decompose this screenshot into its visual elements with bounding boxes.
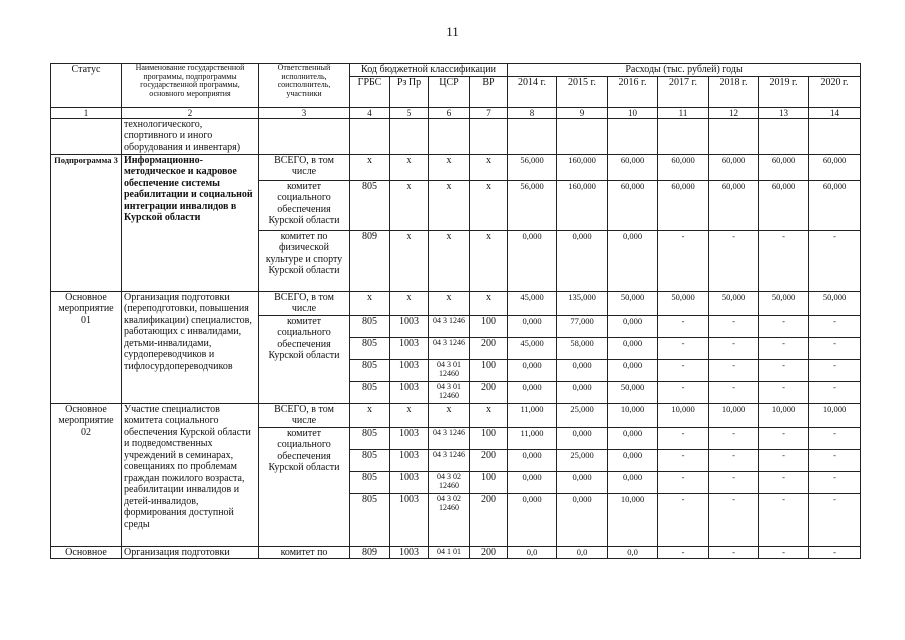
column-number: 7 bbox=[470, 107, 508, 118]
value-cell: 0,000 bbox=[608, 337, 658, 359]
value-cell: - bbox=[709, 315, 759, 337]
executor: комитет социального обеспечения Курской области bbox=[259, 427, 350, 546]
csr-cell: x bbox=[429, 403, 470, 427]
value-cell: 56,000 bbox=[508, 154, 557, 180]
value-cell: 0,000 bbox=[608, 449, 658, 471]
value-cell: 0,000 bbox=[557, 493, 608, 546]
value-cell: 0,0 bbox=[608, 546, 658, 559]
value-cell: - bbox=[809, 471, 861, 493]
value-cell: 0,000 bbox=[508, 493, 557, 546]
value-cell: 0,000 bbox=[608, 230, 658, 291]
value-cell: - bbox=[759, 546, 809, 559]
executor: комитет социального обеспечения Курской области bbox=[259, 180, 350, 230]
header-year: 2015 г. bbox=[557, 76, 608, 107]
value-cell: - bbox=[809, 337, 861, 359]
column-number: 9 bbox=[557, 107, 608, 118]
value-cell: - bbox=[809, 493, 861, 546]
table-row bbox=[51, 154, 861, 180]
value-cell: 0,000 bbox=[508, 315, 557, 337]
value-cell: 11,000 bbox=[508, 427, 557, 449]
vr-cell: x bbox=[470, 403, 508, 427]
value-cell: - bbox=[809, 546, 861, 559]
csr-cell: x bbox=[429, 180, 470, 230]
value-cell: 60,000 bbox=[809, 154, 861, 180]
value-cell: 135,000 bbox=[557, 291, 608, 315]
csr-cell: 04 3 02 12460 bbox=[429, 493, 470, 546]
header-executor: Ответственный исполнитель, соисполнитель, участники bbox=[259, 64, 350, 108]
table-row bbox=[51, 546, 861, 559]
value-cell: 60,000 bbox=[759, 154, 809, 180]
value-cell: - bbox=[809, 230, 861, 291]
header-year: 2017 г. bbox=[658, 76, 709, 107]
vr-cell: x bbox=[470, 230, 508, 291]
rzpr-cell: x bbox=[390, 403, 429, 427]
grbs-cell: 805 bbox=[350, 449, 390, 471]
value-cell: 58,000 bbox=[557, 337, 608, 359]
table-row bbox=[51, 291, 861, 315]
value-cell: - bbox=[658, 230, 709, 291]
value-cell: - bbox=[759, 230, 809, 291]
value-cell: - bbox=[809, 427, 861, 449]
vr-cell: 100 bbox=[470, 427, 508, 449]
value-cell: - bbox=[809, 315, 861, 337]
value-cell: 45,000 bbox=[508, 337, 557, 359]
subprogram-name: Информационно-методическое и кадровое обеспечение системы реабилитации и социальной интеграции инвалидов в Курской области bbox=[122, 154, 259, 291]
value-cell: 50,000 bbox=[608, 381, 658, 403]
value-cell: 0,000 bbox=[508, 471, 557, 493]
vr-cell: 100 bbox=[470, 471, 508, 493]
rzpr-cell: 1003 bbox=[390, 359, 429, 381]
column-number: 13 bbox=[759, 107, 809, 118]
value-cell: - bbox=[709, 449, 759, 471]
header-name: Наименование государственной программы, подпрограммы государственной программы, основного мероприятия bbox=[122, 64, 259, 108]
rzpr-cell: 1003 bbox=[390, 427, 429, 449]
vr-cell: 200 bbox=[470, 449, 508, 471]
value-cell: - bbox=[759, 493, 809, 546]
value-cell: - bbox=[759, 449, 809, 471]
executor: комитет социального обеспечения Курской области bbox=[259, 315, 350, 403]
value-cell: - bbox=[709, 493, 759, 546]
value-cell: 11,000 bbox=[508, 403, 557, 427]
value-cell: 60,000 bbox=[709, 180, 759, 230]
value-cell: - bbox=[658, 381, 709, 403]
value-cell: 45,000 bbox=[508, 291, 557, 315]
rzpr-cell: 1003 bbox=[390, 337, 429, 359]
value-cell: - bbox=[709, 427, 759, 449]
table-row bbox=[51, 403, 861, 427]
value-cell: 0,000 bbox=[557, 381, 608, 403]
value-cell: 10,000 bbox=[809, 403, 861, 427]
value-cell: 0,000 bbox=[608, 359, 658, 381]
value-cell: - bbox=[658, 427, 709, 449]
csr-cell: 04 3 1246 bbox=[429, 449, 470, 471]
grbs-cell: x bbox=[350, 403, 390, 427]
header-year: 2018 г. bbox=[709, 76, 759, 107]
value-cell: - bbox=[658, 449, 709, 471]
continuation-name: технологического, спортивного и иного оборудования и инвентаря) bbox=[122, 118, 259, 154]
value-cell: - bbox=[809, 359, 861, 381]
rzpr-cell: x bbox=[390, 291, 429, 315]
grbs-cell: 805 bbox=[350, 359, 390, 381]
value-cell: - bbox=[658, 337, 709, 359]
value-cell: - bbox=[809, 449, 861, 471]
rzpr-cell: 1003 bbox=[390, 381, 429, 403]
measure-name: Участие специалистов комитета социального обеспечения Курской области и подведомственных учреждений в семинарах, совещаниях по проблемам граждан пожилого возраста, реабилитации инвалидов и детей-инвалидов, формирования доступной среды bbox=[122, 403, 259, 546]
column-number: 12 bbox=[709, 107, 759, 118]
vr-cell: 100 bbox=[470, 359, 508, 381]
page-number: 11 bbox=[446, 24, 459, 39]
value-cell: 0,000 bbox=[608, 427, 658, 449]
rzpr-cell: x bbox=[390, 230, 429, 291]
rzpr-cell: 1003 bbox=[390, 449, 429, 471]
grbs-cell: 805 bbox=[350, 471, 390, 493]
column-number: 11 bbox=[658, 107, 709, 118]
csr-cell: 04 3 1246 bbox=[429, 427, 470, 449]
csr-cell: 04 3 1246 bbox=[429, 315, 470, 337]
column-number: 2 bbox=[122, 107, 259, 118]
csr-cell: x bbox=[429, 154, 470, 180]
continuation-row bbox=[51, 118, 861, 154]
value-cell: 50,000 bbox=[809, 291, 861, 315]
value-cell: 0,000 bbox=[557, 359, 608, 381]
vr-cell: x bbox=[470, 180, 508, 230]
value-cell: - bbox=[709, 230, 759, 291]
value-cell: 0,000 bbox=[608, 471, 658, 493]
value-cell: 10,000 bbox=[608, 493, 658, 546]
csr-cell: 04 3 02 12460 bbox=[429, 471, 470, 493]
csr-cell: 04 1 01 bbox=[429, 546, 470, 559]
vr-cell: 200 bbox=[470, 381, 508, 403]
csr-cell: 04 3 01 12460 bbox=[429, 381, 470, 403]
measure-name: Организация подготовки bbox=[122, 546, 259, 559]
value-cell: 0,0 bbox=[557, 546, 608, 559]
value-cell: 60,000 bbox=[809, 180, 861, 230]
value-cell: 0,000 bbox=[508, 359, 557, 381]
value-cell: 0,000 bbox=[557, 230, 608, 291]
header-code: Рз Пр bbox=[390, 76, 429, 107]
value-cell: - bbox=[709, 359, 759, 381]
value-cell: 60,000 bbox=[709, 154, 759, 180]
csr-cell: x bbox=[429, 291, 470, 315]
grbs-cell: 805 bbox=[350, 180, 390, 230]
value-cell: 0,000 bbox=[508, 449, 557, 471]
value-cell: 56,000 bbox=[508, 180, 557, 230]
grbs-cell: 805 bbox=[350, 381, 390, 403]
executor: комитет по bbox=[259, 546, 350, 559]
value-cell: - bbox=[709, 337, 759, 359]
column-number-row bbox=[51, 107, 861, 118]
column-number: 1 bbox=[51, 107, 122, 118]
grbs-cell: 805 bbox=[350, 427, 390, 449]
value-cell: 10,000 bbox=[709, 403, 759, 427]
rzpr-cell: 1003 bbox=[390, 315, 429, 337]
value-cell: 60,000 bbox=[608, 180, 658, 230]
vr-cell: 200 bbox=[470, 546, 508, 559]
column-number: 5 bbox=[390, 107, 429, 118]
column-number: 3 bbox=[259, 107, 350, 118]
measure-status: Основное мероприятие 02 bbox=[51, 403, 122, 546]
vr-cell: x bbox=[470, 291, 508, 315]
vr-cell: 200 bbox=[470, 337, 508, 359]
vr-cell: 100 bbox=[470, 315, 508, 337]
csr-cell: 04 3 01 12460 bbox=[429, 359, 470, 381]
header-code: ГРБС bbox=[350, 76, 390, 107]
header-status: Статус bbox=[51, 64, 122, 108]
value-cell: 25,000 bbox=[557, 403, 608, 427]
measure-status: Основное мероприятие 01 bbox=[51, 291, 122, 403]
value-cell: - bbox=[709, 546, 759, 559]
value-cell: 160,000 bbox=[557, 154, 608, 180]
header-year: 2020 г. bbox=[809, 76, 861, 107]
value-cell: - bbox=[709, 381, 759, 403]
column-number: 6 bbox=[429, 107, 470, 118]
value-cell: 60,000 bbox=[658, 154, 709, 180]
value-cell: - bbox=[658, 315, 709, 337]
value-cell: 50,000 bbox=[709, 291, 759, 315]
value-cell: - bbox=[759, 337, 809, 359]
value-cell: 50,000 bbox=[759, 291, 809, 315]
subprogram-status: Подпрограмма 3 bbox=[51, 154, 122, 291]
vr-cell: x bbox=[470, 154, 508, 180]
header-year: 2019 г. bbox=[759, 76, 809, 107]
grbs-cell: x bbox=[350, 291, 390, 315]
column-number: 8 bbox=[508, 107, 557, 118]
value-cell: - bbox=[658, 546, 709, 559]
rzpr-cell: x bbox=[390, 154, 429, 180]
rzpr-cell: 1003 bbox=[390, 471, 429, 493]
measure-status: Основное bbox=[51, 546, 122, 559]
csr-cell: 04 3 1246 bbox=[429, 337, 470, 359]
value-cell: - bbox=[759, 381, 809, 403]
value-cell: 0,000 bbox=[508, 381, 557, 403]
header-code: ЦСР bbox=[429, 76, 470, 107]
executor: ВСЕГО, в том числе bbox=[259, 154, 350, 180]
value-cell: - bbox=[658, 493, 709, 546]
grbs-cell: x bbox=[350, 154, 390, 180]
value-cell: 0,0 bbox=[508, 546, 557, 559]
column-number: 14 bbox=[809, 107, 861, 118]
value-cell: 25,000 bbox=[557, 449, 608, 471]
measure-name: Организация подготовки (переподготовки, повышения квалификации) специалистов, работающих с инвалидами, детьми-инвалидами, сурдопереводчиков и тифлосурдопереводчиков bbox=[122, 291, 259, 403]
grbs-cell: 805 bbox=[350, 315, 390, 337]
value-cell: 50,000 bbox=[608, 291, 658, 315]
value-cell: 160,000 bbox=[557, 180, 608, 230]
value-cell: 77,000 bbox=[557, 315, 608, 337]
grbs-cell: 805 bbox=[350, 337, 390, 359]
value-cell: - bbox=[709, 471, 759, 493]
header-year: 2014 г. bbox=[508, 76, 557, 107]
value-cell: 0,000 bbox=[557, 471, 608, 493]
budget-table bbox=[50, 63, 861, 559]
value-cell: 0,000 bbox=[608, 315, 658, 337]
header-code: ВР bbox=[470, 76, 508, 107]
grbs-cell: 805 bbox=[350, 493, 390, 546]
column-number: 10 bbox=[608, 107, 658, 118]
value-cell: 0,000 bbox=[557, 427, 608, 449]
vr-cell: 200 bbox=[470, 493, 508, 546]
value-cell: - bbox=[809, 381, 861, 403]
column-number: 4 bbox=[350, 107, 390, 118]
value-cell: 60,000 bbox=[658, 180, 709, 230]
value-cell: - bbox=[759, 359, 809, 381]
executor: ВСЕГО, в том числе bbox=[259, 291, 350, 315]
value-cell: 10,000 bbox=[658, 403, 709, 427]
header-year: 2016 г. bbox=[608, 76, 658, 107]
value-cell: 10,000 bbox=[608, 403, 658, 427]
header-expenses-group: Расходы (тыс. рублей) годы bbox=[508, 64, 861, 77]
rzpr-cell: 1003 bbox=[390, 546, 429, 559]
grbs-cell: 809 bbox=[350, 546, 390, 559]
grbs-cell: 809 bbox=[350, 230, 390, 291]
value-cell: 60,000 bbox=[608, 154, 658, 180]
value-cell: - bbox=[658, 359, 709, 381]
rzpr-cell: 1003 bbox=[390, 493, 429, 546]
csr-cell: x bbox=[429, 230, 470, 291]
value-cell: - bbox=[759, 315, 809, 337]
executor: комитет по физической культуре и спорту Курской области bbox=[259, 230, 350, 291]
value-cell: - bbox=[658, 471, 709, 493]
rzpr-cell: x bbox=[390, 180, 429, 230]
header-code-group: Код бюджетной классификации bbox=[350, 64, 508, 77]
value-cell: 10,000 bbox=[759, 403, 809, 427]
value-cell: - bbox=[759, 471, 809, 493]
value-cell: - bbox=[759, 427, 809, 449]
executor: ВСЕГО, в том числе bbox=[259, 403, 350, 427]
value-cell: 60,000 bbox=[759, 180, 809, 230]
value-cell: 0,000 bbox=[508, 230, 557, 291]
value-cell: 50,000 bbox=[658, 291, 709, 315]
